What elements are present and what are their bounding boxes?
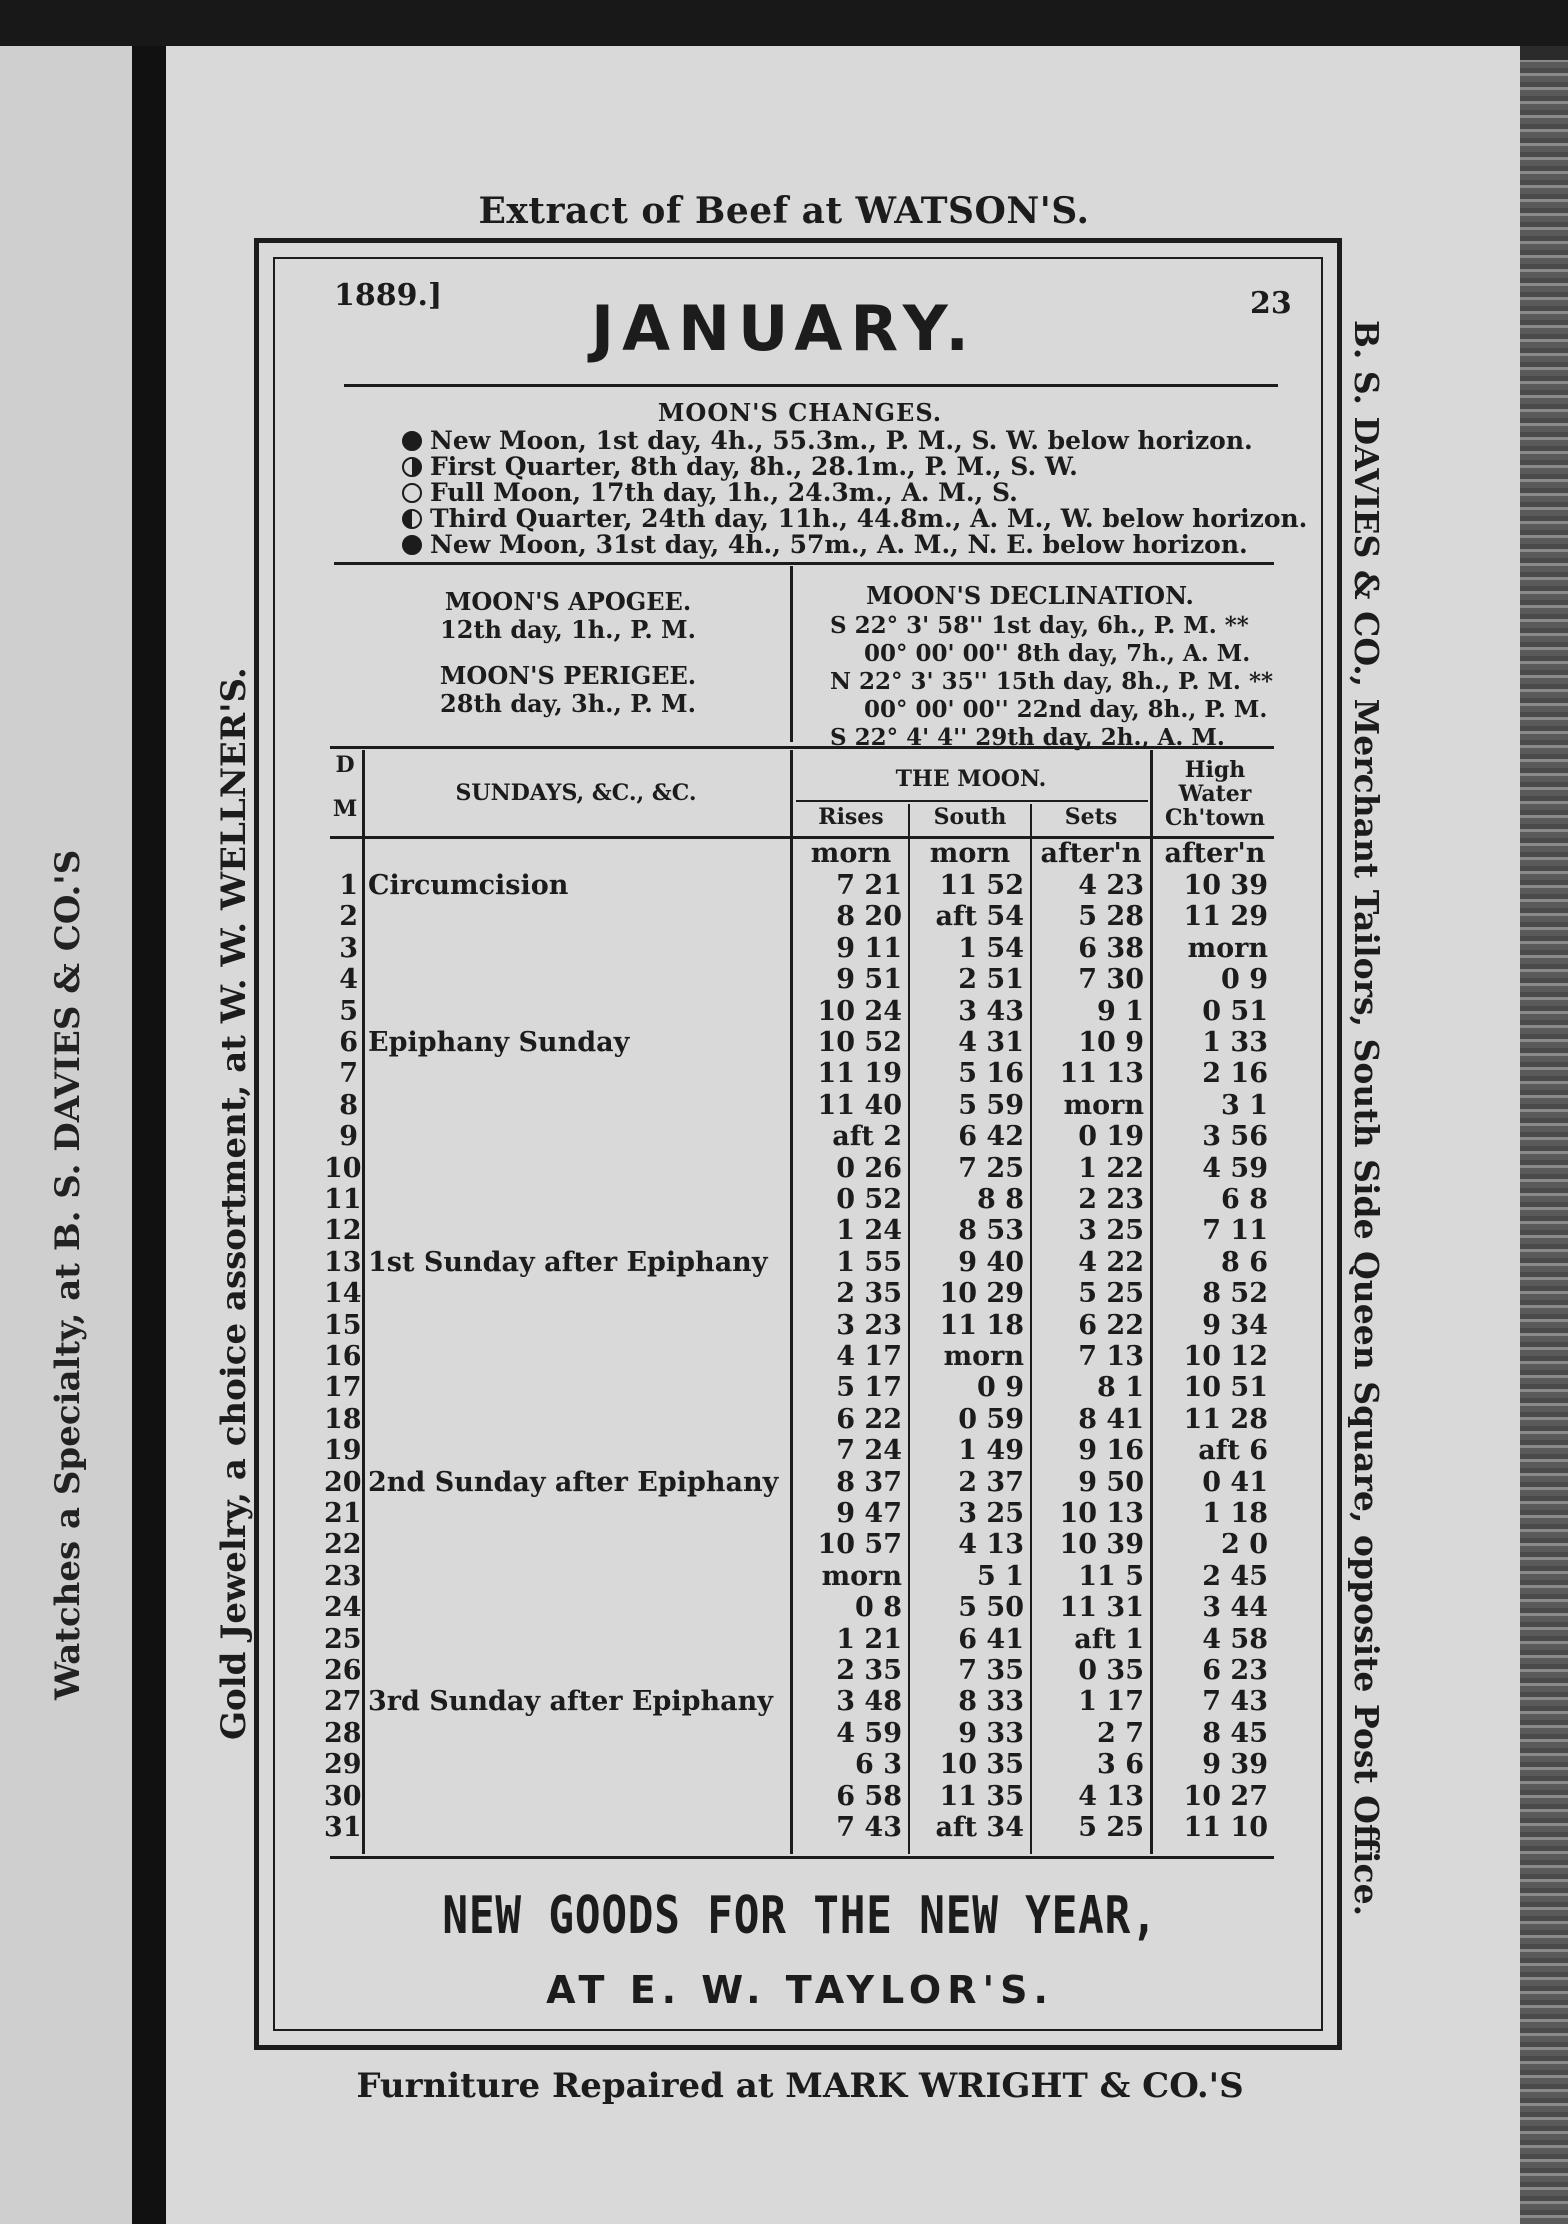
moon-south: 0 59 bbox=[958, 1403, 1024, 1435]
moon-sets: aft 1 bbox=[1074, 1623, 1144, 1655]
high-water: 9 39 bbox=[1202, 1749, 1268, 1781]
day-number: 8 bbox=[339, 1089, 358, 1121]
divider bbox=[330, 1856, 1274, 1859]
rises-header: Rises bbox=[818, 804, 884, 830]
moon-south: 5 50 bbox=[958, 1592, 1024, 1624]
high-water: 8 6 bbox=[1221, 1246, 1268, 1278]
high-water-header: High Water Ch'town bbox=[1164, 757, 1265, 831]
moon-sets: 4 22 bbox=[1078, 1246, 1144, 1278]
moon-rises: 8 20 bbox=[836, 901, 902, 933]
moon-south: 4 31 bbox=[958, 1027, 1024, 1058]
moon-south: 6 41 bbox=[958, 1623, 1024, 1655]
moon-rises: morn bbox=[821, 1560, 902, 1592]
moon-rises: 0 52 bbox=[836, 1184, 902, 1215]
day-number: 28 bbox=[324, 1717, 362, 1749]
day-number: 16 bbox=[324, 1341, 362, 1372]
high-water: 10 12 bbox=[1183, 1341, 1268, 1372]
moon-rises: 2 35 bbox=[836, 1655, 902, 1686]
footer-advertisement: Furniture Repaired at MARK WRIGHT & CO.'S bbox=[356, 2066, 1244, 2106]
sundays-header: SUNDAYS, &C., &C. bbox=[455, 780, 697, 806]
high-water: 2 0 bbox=[1221, 1529, 1268, 1561]
apogee-block bbox=[398, 588, 738, 644]
moon-rises: 9 51 bbox=[836, 964, 902, 996]
moon-sets: 2 7 bbox=[1097, 1717, 1144, 1749]
perigee-block bbox=[398, 662, 738, 718]
declination-line: 00° 00' 00'' 22nd day, 8h., P. M. bbox=[864, 696, 1268, 723]
moon-rises: 4 17 bbox=[836, 1341, 902, 1372]
moon-rises: 6 3 bbox=[855, 1749, 902, 1781]
moon-south: 10 35 bbox=[939, 1749, 1024, 1781]
day-number: 9 bbox=[339, 1121, 358, 1153]
day-number: 15 bbox=[324, 1309, 362, 1341]
moon-sets: 11 31 bbox=[1059, 1592, 1144, 1624]
moon-south: 6 42 bbox=[958, 1121, 1024, 1153]
month-header: M bbox=[332, 796, 358, 822]
high-water: 0 9 bbox=[1221, 964, 1268, 996]
high-water: 2 16 bbox=[1202, 1058, 1268, 1090]
day-number: 3 bbox=[339, 932, 358, 964]
adjacent-page-text: Watches a Specialty, at B. S. DAVIES & CO.'S bbox=[48, 849, 88, 1700]
moon-rises: 10 24 bbox=[817, 995, 902, 1027]
moon-rises: 7 24 bbox=[836, 1435, 902, 1467]
divider bbox=[330, 746, 1274, 749]
moon-rises: 1 21 bbox=[836, 1623, 902, 1655]
moon-change-item bbox=[402, 506, 1307, 532]
moon-south: aft 34 bbox=[935, 1812, 1024, 1843]
moon-rises: 3 23 bbox=[836, 1309, 902, 1341]
first-quarter-icon bbox=[402, 457, 422, 477]
bottom-advertisement: NEW GOODS FOR THE NEW YEAR, bbox=[442, 1886, 1158, 1946]
high-water: 4 58 bbox=[1202, 1623, 1268, 1655]
moon-south: 2 51 bbox=[958, 964, 1024, 996]
moon-sets: 4 13 bbox=[1078, 1780, 1144, 1812]
moon-sets: 4 23 bbox=[1078, 870, 1144, 901]
moon-sets: 10 13 bbox=[1059, 1498, 1144, 1529]
column-rule bbox=[362, 750, 365, 1854]
moon-rises: 6 58 bbox=[836, 1780, 902, 1812]
divider bbox=[344, 384, 1278, 387]
high-water: 1 18 bbox=[1202, 1498, 1268, 1529]
moon-sets: morn bbox=[1063, 1089, 1144, 1121]
day-number: 31 bbox=[324, 1812, 362, 1843]
moon-sets: 6 38 bbox=[1078, 932, 1144, 964]
high-water: 6 23 bbox=[1202, 1655, 1268, 1686]
moon-change-item bbox=[402, 480, 1307, 506]
high-water: 0 41 bbox=[1202, 1466, 1268, 1498]
high-water: 4 59 bbox=[1202, 1152, 1268, 1184]
south-subheader: morn bbox=[929, 838, 1011, 869]
moon-sets: 9 16 bbox=[1078, 1435, 1144, 1467]
moon-rises: 1 24 bbox=[836, 1215, 902, 1247]
moon-rises: 10 52 bbox=[817, 1027, 902, 1058]
moon-south: 11 18 bbox=[939, 1309, 1024, 1341]
declination-line: N 22° 3' 35'' 15th day, 8h., P. M. ** bbox=[830, 668, 1273, 695]
full-moon-icon bbox=[402, 483, 422, 503]
bottom-advertisement-shop: AT E. W. TAYLOR'S. bbox=[546, 1968, 1054, 2012]
moon-change-text: Third Quarter, 24th day, 11h., 44.8m., A. M., W. below horizon. bbox=[430, 504, 1308, 533]
moon-rises: 3 48 bbox=[836, 1686, 902, 1718]
moon-rises: 9 11 bbox=[836, 932, 902, 964]
moon-sets: 3 6 bbox=[1097, 1749, 1144, 1781]
day-number: 26 bbox=[324, 1655, 362, 1686]
moon-rises: 7 21 bbox=[836, 870, 902, 901]
day-number: 22 bbox=[324, 1529, 362, 1561]
moon-south: 0 9 bbox=[977, 1372, 1024, 1404]
high-water: 8 52 bbox=[1202, 1278, 1268, 1310]
moon-south: 11 52 bbox=[939, 870, 1024, 901]
moon-south: 5 16 bbox=[958, 1058, 1024, 1090]
day-number: 10 bbox=[324, 1152, 362, 1184]
moon-rises: 4 59 bbox=[836, 1717, 902, 1749]
sunday-name: 3rd Sunday after Epiphany bbox=[368, 1686, 773, 1718]
day-number: 19 bbox=[324, 1435, 362, 1467]
high-water: 1 33 bbox=[1202, 1027, 1268, 1058]
high-water: 3 1 bbox=[1221, 1089, 1268, 1121]
day-number: 12 bbox=[324, 1215, 362, 1247]
moon-rises: 9 47 bbox=[836, 1498, 902, 1529]
year-label: 1889.] bbox=[334, 278, 443, 313]
high-water: 10 39 bbox=[1183, 870, 1268, 901]
moon-rises: 0 26 bbox=[836, 1152, 902, 1184]
moon-rises: 6 22 bbox=[836, 1403, 902, 1435]
third-quarter-icon bbox=[402, 509, 422, 529]
moon-rises: 0 8 bbox=[855, 1592, 902, 1624]
page-edge bbox=[1520, 60, 1568, 2224]
rises-subheader: morn bbox=[810, 838, 892, 869]
left-advertisement: Gold Jewelry, a choice assortment, at W. W. WELLNER'S. bbox=[214, 667, 254, 1740]
moon-sets: 11 13 bbox=[1059, 1058, 1144, 1090]
column-rule bbox=[1030, 804, 1032, 1854]
high-water: 3 56 bbox=[1202, 1121, 1268, 1153]
high-water-subheader: after'n bbox=[1164, 838, 1266, 869]
moon-south: 4 13 bbox=[958, 1529, 1024, 1561]
moon-sets: 9 1 bbox=[1097, 995, 1144, 1027]
moon-south: 1 54 bbox=[958, 932, 1024, 964]
high-water: 7 11 bbox=[1202, 1215, 1268, 1247]
day-number: 25 bbox=[324, 1623, 362, 1655]
day-number: 27 bbox=[324, 1686, 362, 1718]
sunday-name: Circumcision bbox=[368, 870, 569, 901]
moon-south: aft 54 bbox=[935, 901, 1024, 933]
high-water: 6 8 bbox=[1221, 1184, 1268, 1215]
moon-south: 11 35 bbox=[939, 1780, 1024, 1812]
sets-subheader: after'n bbox=[1040, 838, 1142, 869]
moon-sets: 8 1 bbox=[1097, 1372, 1144, 1404]
perigee-title: MOON'S PERIGEE. bbox=[439, 661, 697, 690]
high-water: 11 28 bbox=[1183, 1403, 1268, 1435]
moon-sets: 2 23 bbox=[1078, 1184, 1144, 1215]
moon-change-text: First Quarter, 8th day, 8h., 28.1m., P. M., S. W. bbox=[430, 452, 1078, 481]
top-advertisement: Extract of Beef at WATSON'S. bbox=[478, 190, 1090, 232]
scan-top-border bbox=[0, 0, 1568, 46]
moon-sets: 5 25 bbox=[1078, 1278, 1144, 1310]
day-number: 6 bbox=[339, 1027, 358, 1058]
high-water: 10 27 bbox=[1183, 1780, 1268, 1812]
high-water: 0 51 bbox=[1202, 995, 1268, 1027]
moon-sets: 5 28 bbox=[1078, 901, 1144, 933]
day-number: 23 bbox=[324, 1560, 362, 1592]
moon-rises: 8 37 bbox=[836, 1466, 902, 1498]
column-rule bbox=[1150, 750, 1153, 1854]
new-moon-icon bbox=[402, 431, 422, 451]
high-water: aft 6 bbox=[1198, 1435, 1268, 1467]
moon-rises: 11 19 bbox=[817, 1058, 902, 1090]
declination-line: 00° 00' 00'' 8th day, 7h., A. M. bbox=[864, 640, 1251, 667]
moon-south: 10 29 bbox=[939, 1278, 1024, 1310]
moon-header: THE MOON. bbox=[895, 766, 1047, 792]
day-number: 17 bbox=[324, 1372, 362, 1404]
declination-line: S 22° 4' 4'' 29th day, 2h., A. M. bbox=[830, 724, 1225, 751]
day-number: 21 bbox=[324, 1498, 362, 1529]
moon-rises: 10 57 bbox=[817, 1529, 902, 1561]
day-number: 7 bbox=[339, 1058, 358, 1090]
moon-changes-title: MOON'S CHANGES. bbox=[657, 398, 943, 427]
moon-change-item bbox=[402, 454, 1307, 480]
day-number: 11 bbox=[324, 1184, 362, 1215]
day-number: 2 bbox=[339, 901, 358, 933]
moon-sets: 10 9 bbox=[1078, 1027, 1144, 1058]
apogee-title: MOON'S APOGEE. bbox=[444, 587, 692, 616]
high-water: 8 45 bbox=[1202, 1717, 1268, 1749]
moon-south: 8 8 bbox=[977, 1184, 1024, 1215]
moon-sets: 11 5 bbox=[1078, 1560, 1144, 1592]
moon-rises: 1 55 bbox=[836, 1246, 902, 1278]
moon-rises: 7 43 bbox=[836, 1812, 902, 1843]
moon-south: morn bbox=[943, 1341, 1024, 1372]
sunday-name: 2nd Sunday after Epiphany bbox=[368, 1466, 779, 1498]
divider bbox=[334, 562, 1274, 565]
declination-title: MOON'S DECLINATION. bbox=[866, 581, 1194, 610]
apogee-text: 12th day, 1h., P. M. bbox=[440, 615, 696, 644]
high-water: 3 44 bbox=[1202, 1592, 1268, 1624]
moon-sets: 9 50 bbox=[1078, 1466, 1144, 1498]
moon-south: 8 33 bbox=[958, 1686, 1024, 1718]
moon-sets: 10 39 bbox=[1059, 1529, 1144, 1561]
day-number: 20 bbox=[324, 1466, 362, 1498]
day-number: 13 bbox=[324, 1246, 362, 1278]
moon-rises: 2 35 bbox=[836, 1278, 902, 1310]
moon-sets: 3 25 bbox=[1078, 1215, 1144, 1247]
moon-south: 7 35 bbox=[958, 1655, 1024, 1686]
moon-south: 9 33 bbox=[958, 1717, 1024, 1749]
day-number: 29 bbox=[324, 1749, 362, 1781]
divider bbox=[790, 566, 793, 742]
moon-sets: 1 17 bbox=[1078, 1686, 1144, 1718]
moon-sets: 0 19 bbox=[1078, 1121, 1144, 1153]
moon-south: 2 37 bbox=[958, 1466, 1024, 1498]
right-advertisement: B. S. DAVIES & CO., Merchant Tailors, South Side Queen Square, opposite Post Office. bbox=[1347, 320, 1386, 1917]
moon-sets: 0 35 bbox=[1078, 1655, 1144, 1686]
moon-rises: aft 2 bbox=[832, 1121, 902, 1153]
moon-south: 5 59 bbox=[958, 1089, 1024, 1121]
moon-change-text: New Moon, 31st day, 4h., 57m., A. M., N. E. below horizon. bbox=[430, 530, 1248, 559]
moon-south: 3 43 bbox=[958, 995, 1024, 1027]
moon-south: 9 40 bbox=[958, 1246, 1024, 1278]
high-water: 9 34 bbox=[1202, 1309, 1268, 1341]
page-number: 23 bbox=[1250, 286, 1292, 321]
high-water: 7 43 bbox=[1202, 1686, 1268, 1718]
sunday-name: Epiphany Sunday bbox=[368, 1027, 630, 1058]
south-header: South bbox=[933, 804, 1007, 830]
moon-change-text: Full Moon, 17th day, 1h., 24.3m., A. M., S. bbox=[430, 478, 1018, 507]
column-rule bbox=[908, 804, 910, 1854]
moon-sets: 7 30 bbox=[1078, 964, 1144, 996]
month-title: JANUARY. bbox=[591, 292, 977, 365]
day-number: 18 bbox=[324, 1403, 362, 1435]
sunday-name: 1st Sunday after Epiphany bbox=[368, 1246, 768, 1278]
high-water: 11 29 bbox=[1183, 901, 1268, 933]
moon-south: 3 25 bbox=[958, 1498, 1024, 1529]
moon-change-text: New Moon, 1st day, 4h., 55.3m., P. M., S. W. below horizon. bbox=[430, 426, 1253, 455]
moon-changes-list bbox=[402, 428, 1307, 558]
moon-south: 5 1 bbox=[977, 1560, 1024, 1592]
moon-sets: 8 41 bbox=[1078, 1403, 1144, 1435]
moon-south: 1 49 bbox=[958, 1435, 1024, 1467]
day-number: 4 bbox=[339, 964, 358, 996]
day-number: 1 bbox=[339, 870, 358, 901]
moon-south: 8 53 bbox=[958, 1215, 1024, 1247]
moon-sets: 7 13 bbox=[1078, 1341, 1144, 1372]
day-number: 30 bbox=[324, 1780, 362, 1812]
moon-south: 7 25 bbox=[958, 1152, 1024, 1184]
day-number: 14 bbox=[324, 1278, 362, 1310]
day-number: 5 bbox=[339, 995, 358, 1027]
moon-change-item bbox=[402, 532, 1307, 558]
declination-list bbox=[830, 612, 1273, 752]
sets-header: Sets bbox=[1064, 804, 1118, 830]
high-water: 10 51 bbox=[1183, 1372, 1268, 1404]
day-header: D bbox=[335, 752, 355, 778]
day-number: 24 bbox=[324, 1592, 362, 1624]
divider bbox=[796, 800, 1148, 802]
perigee-text: 28th day, 3h., P. M. bbox=[440, 689, 696, 718]
moon-sets: 1 22 bbox=[1078, 1152, 1144, 1184]
moon-rises: 11 40 bbox=[817, 1089, 902, 1121]
moon-change-item bbox=[402, 428, 1307, 454]
high-water: 11 10 bbox=[1183, 1812, 1268, 1843]
moon-sets: 6 22 bbox=[1078, 1309, 1144, 1341]
high-water: morn bbox=[1187, 932, 1268, 964]
column-rule bbox=[790, 750, 793, 1854]
high-water: 2 45 bbox=[1202, 1560, 1268, 1592]
moon-rises: 5 17 bbox=[836, 1372, 902, 1404]
moon-sets: 5 25 bbox=[1078, 1812, 1144, 1843]
new-moon-icon bbox=[402, 535, 422, 555]
declination-line: S 22° 3' 58'' 1st day, 6h., P. M. ** bbox=[830, 612, 1249, 639]
